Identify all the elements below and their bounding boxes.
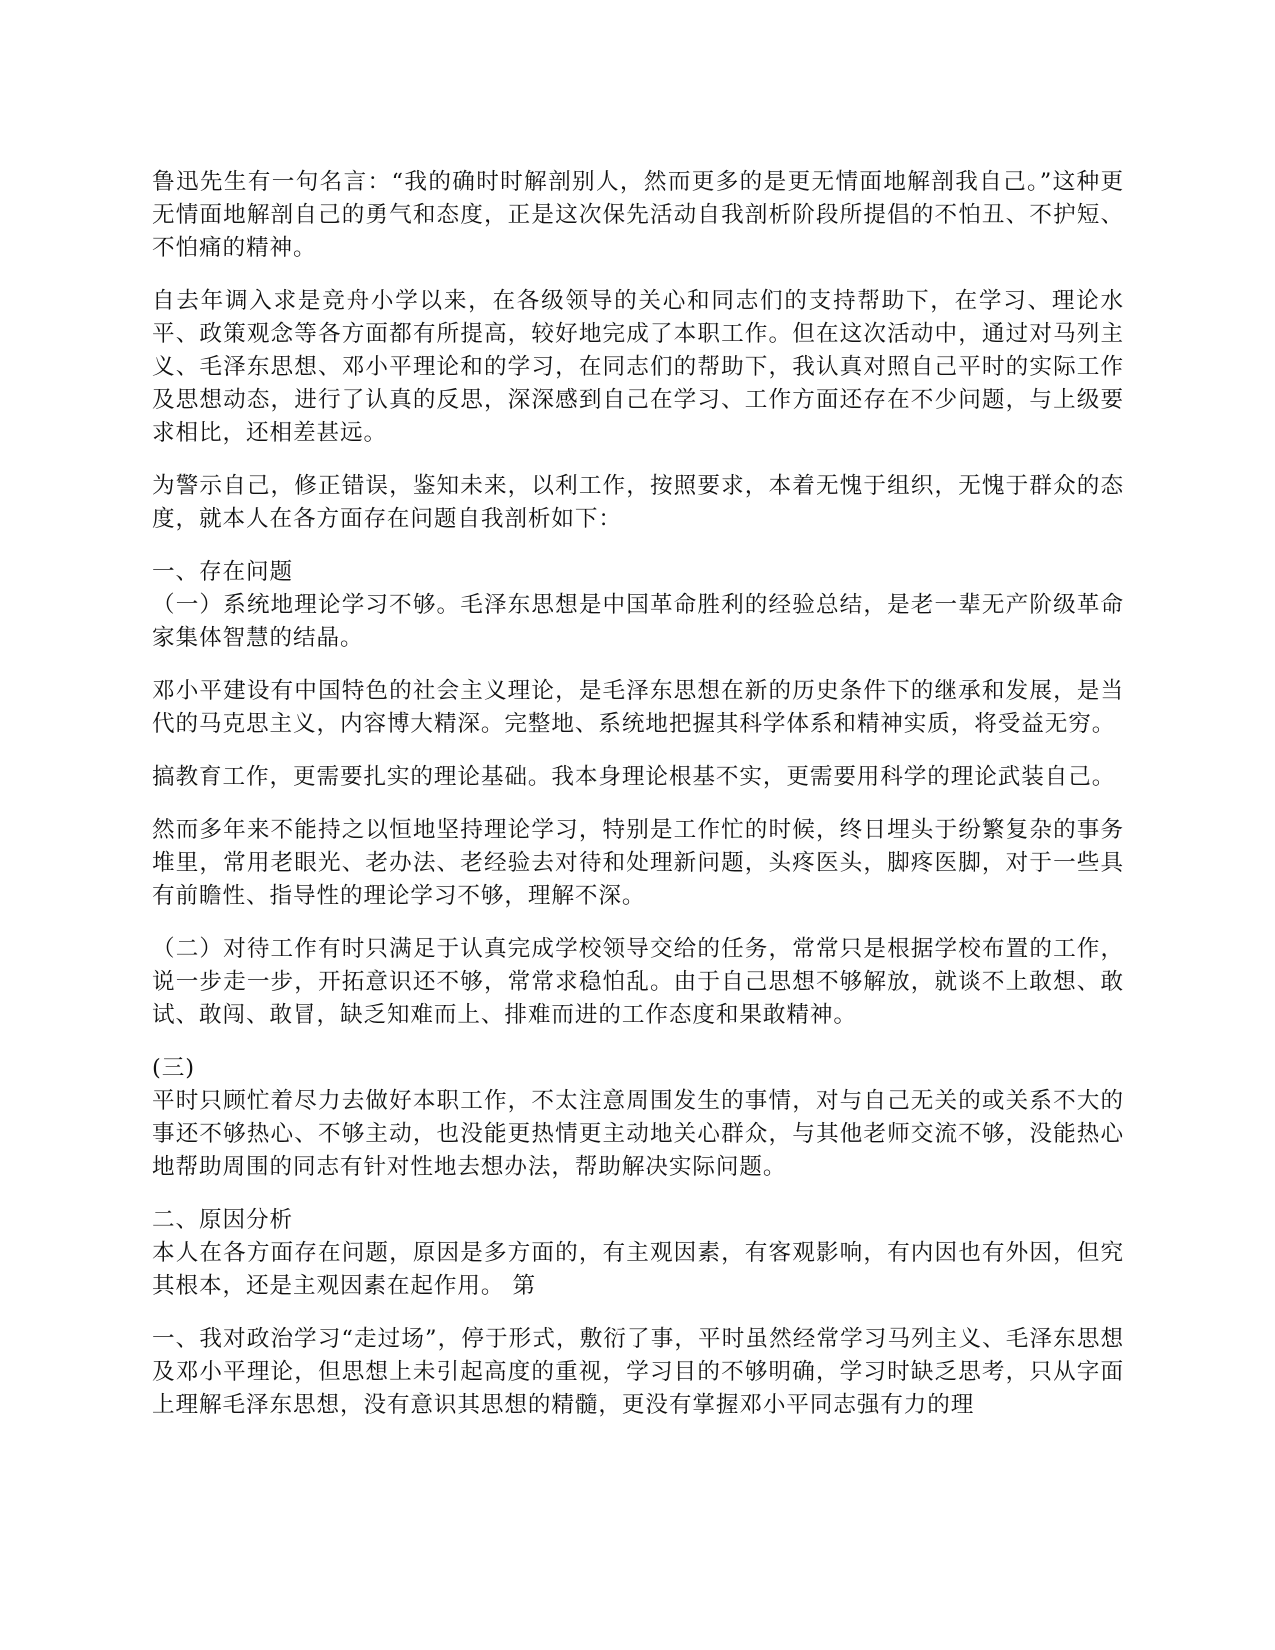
document-page <box>152 166 1124 1626</box>
subheading-problem-3: (三) <box>152 1055 195 1081</box>
paragraph-education-theory: 搞教育工作，更需要扎实的理论基础。我本身理论根基不实，更需要用科学的理论武装自己。 <box>152 764 1116 790</box>
section-heading-causes: 二、原因分析 <box>152 1207 293 1233</box>
paragraph-problem-2: （二）对待工作有时只满足于认真完成学校领导交给的任务，常常只是根据学校布置的工作，说一步走一步，开拓意识还不够，常常求稳怕乱。由于自己思想不够解放，就谈不上敢想、敢试、敢闯、敢冒，缺乏知难而上、排难而进的工作态度和果敢精神。 <box>152 936 1124 1028</box>
paragraph-problem-3: 平时只顾忙着尽力去做好本职工作，不太注意周围发生的事情，对与自己无关的或关系不大的事还不够热心、不够主动，也没能更热情更主动地关心群众，与其他老师交流不够，没能热心地帮助周围的同志有针对性地去想办法，帮助解决实际问题。 <box>152 1088 1124 1180</box>
paragraph-problem-1: （一）系统地理论学习不够。毛泽东思想是中国革命胜利的经验总结，是老一辈无产阶级革命家集体智慧的结晶。 <box>152 592 1124 651</box>
paragraph-deng-theory: 邓小平建设有中国特色的社会主义理论，是毛泽东思想在新的历史条件下的继承和发展，是当代的马克思主义，内容博大精深。完整地、系统地把握其科学体系和精神实质，将受益无穷。 <box>152 678 1124 737</box>
paragraph-causes-summary: 本人在各方面存在问题，原因是多方面的，有主观因素，有客观影响，有内因也有外因，但究其根本，还是主观因素在起作用。 第 <box>152 1240 1124 1299</box>
paragraph-cause-1: 一、我对政治学习“走过场”，停于形式，敷衍了事，平时虽然经常学习马列主义、毛泽东思想及邓小平理论，但思想上未引起高度的重视，学习目的不够明确，学习时缺乏思考，只从字面上理解毛泽东思想，没有意识其思想的精髓，更没有掌握邓小平同志强有力的理 <box>152 1326 1124 1418</box>
paragraph-intro-quote: 鲁迅先生有一句名言：“我的确时时解剖别人，然而更多的是更无情面地解剖我自己。”这种更无情面地解剖自己的勇气和态度，正是这次保先活动自我剖析阶段所提倡的不怕丑、不护短、不怕痛的精神。 <box>152 169 1124 261</box>
paragraph-background: 自去年调入求是竞舟小学以来，在各级领导的关心和同志们的支持帮助下，在学习、理论水平、政策观念等各方面都有所提高，较好地完成了本职工作。但在这次活动中，通过对马列主义、毛泽东思想、邓小平理论和的学习，在同志们的帮助下，我认真对照自己平时的实际工作及思想动态，进行了认真的反思，深深感到自己在学习、工作方面还存在不少问题，与上级要求相比，还相差甚远。 <box>152 288 1124 446</box>
paragraph-study-lacking: 然而多年来不能持之以恒地坚持理论学习，特别是工作忙的时候，终日埋头于纷繁复杂的事务堆里，常用老眼光、老办法、老经验去对待和处理新问题，头疼医头，脚疼医脚，对于一些具有前瞻性、指导性的理论学习不够，理解不深。 <box>152 817 1124 909</box>
paragraph-purpose: 为警示自己，修正错误，鉴知未来，以利工作，按照要求，本着无愧于组织，无愧于群众的态度，就本人在各方面存在问题自我剖析如下： <box>152 473 1124 532</box>
section-heading-problems: 一、存在问题 <box>152 559 293 585</box>
